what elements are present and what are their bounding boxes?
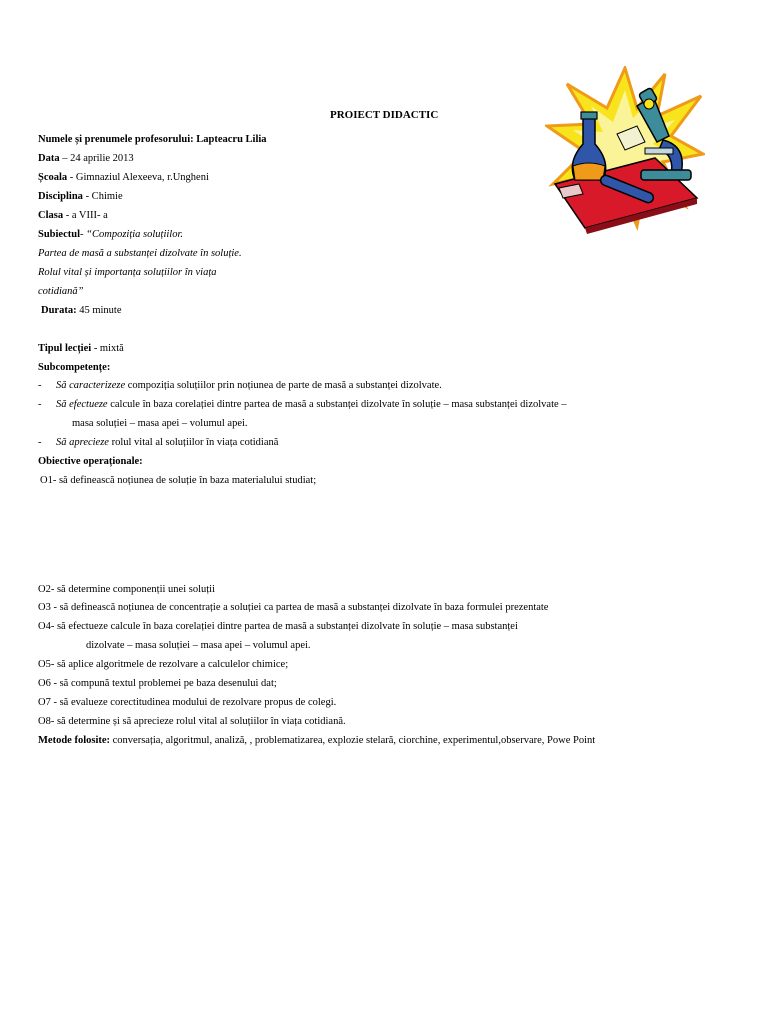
class-label: Clasa [38, 210, 64, 221]
date-label: Data [38, 153, 60, 164]
methods-row [38, 734, 595, 748]
lesson-type-label: Tipul lecției [38, 343, 92, 354]
date-value: – 24 aprilie 2013 [59, 153, 134, 164]
objective-o3: O3 - să definească noțiunea de concentrație a soluției ca partea de masă a substanței dizolvate în baza formulei prezentate [38, 602, 549, 613]
chemistry-clipart-icon [545, 66, 705, 236]
discipline-row [38, 190, 123, 204]
objective-o5: O5- să aplice algoritmele de rezolvare a calculelor chimice; [38, 659, 289, 670]
objective-o8: O8- să determine și să aprecieze rolul vital al soluțiilor în viața cotidiană. [38, 716, 346, 727]
lesson-type-value: - mixtă [91, 343, 124, 354]
methods-label: Metode folosite: [38, 735, 111, 746]
subcompetence-verb: Să aprecieze [56, 437, 109, 448]
school-label: Școala [38, 172, 68, 183]
objective-o4-continuation: dizolvate – masa soluției – masa apei – volumul apei. [86, 640, 311, 651]
subcompetence-text: calcule în baza corelației dintre partea de masă a substanței dizolvate în soluție – masa substanței dizolvate – [107, 399, 567, 410]
discipline-value: - Chimie [82, 191, 123, 202]
objective-o7: O7 - să evalueze corectitudinea modului de rezolvare propus de colegi. [38, 697, 337, 708]
class-value: - a VIII- a [63, 210, 108, 221]
subcompetence-verb: Să efectueze [56, 399, 108, 410]
subject-line-4: cotidiană” [38, 286, 84, 297]
subcompetence-text: rolul vital al soluțiilor în viața cotidiană [108, 437, 279, 448]
objective-o2: O2- să determine componenții unei soluții [38, 584, 216, 595]
duration-value: 45 minute [76, 305, 122, 316]
school-value: - Gimnaziul Alexeeva, r.Ungheni [67, 172, 209, 183]
subcompetence-verb: Să caracterizeze [56, 380, 126, 391]
subject-line-3: Rolul vital și importanța soluțiilor în viața [38, 267, 217, 278]
subcompetence-continuation: masa soluției – masa apei – volumul apei. [72, 418, 248, 429]
subcompetence-text: compoziția soluțiilor prin noțiunea de parte de masă a substanței dizolvate. [125, 380, 442, 391]
objective-o1: O1- să definească noțiunea de soluție în baza materialului studiat; [40, 475, 317, 486]
subject-line-2: Partea de masă a substanței dizolvate în soluție. [38, 248, 242, 259]
class-row [38, 209, 108, 223]
methods-value: conversația, algoritmul, analiză, , problematizarea, explozie stelară, ciorchine, experimentul,observare, Powe Point [110, 735, 596, 746]
subcompetence-item: - Să caracterizeze compoziția soluțiilor prin noțiunea de parte de masă a substanței dizolvate. [38, 380, 442, 391]
subcompetence-item: - Să efectueze calcule în baza corelației dintre partea de masă a substanței dizolvate în soluție – masa substanței dizolvate – [38, 399, 567, 410]
subject-row [38, 228, 183, 242]
date-row [38, 152, 134, 166]
subject-line-1: - “Compoziția soluțiilor. [80, 229, 183, 240]
objective-o4: O4- să efectueze calcule în baza corelației dintre partea de masă a substanței dizolvate în soluție – masa substanței [38, 621, 518, 632]
duration-row [41, 304, 122, 318]
subcompetence-item: - Să aprecieze rolul vital al soluțiilor în viața cotidiană [38, 437, 279, 448]
duration-label: Durata: [41, 305, 77, 316]
teacher-name: Numele și prenumele profesorului: Lapteacru Lilia [38, 134, 267, 145]
objective-o6: O6 - să compună textul problemei pe baza desenului dat; [38, 678, 277, 689]
school-row [38, 171, 209, 185]
lesson-type-row [38, 342, 124, 356]
subject-label: Subiectul [38, 229, 81, 240]
discipline-label: Disciplina [38, 191, 83, 202]
subcompetences-heading: Subcompetențe: [38, 362, 111, 373]
document-title: PROIECT DIDACTIC [330, 109, 439, 121]
objectives-heading: Obiective operaționale: [38, 456, 143, 467]
